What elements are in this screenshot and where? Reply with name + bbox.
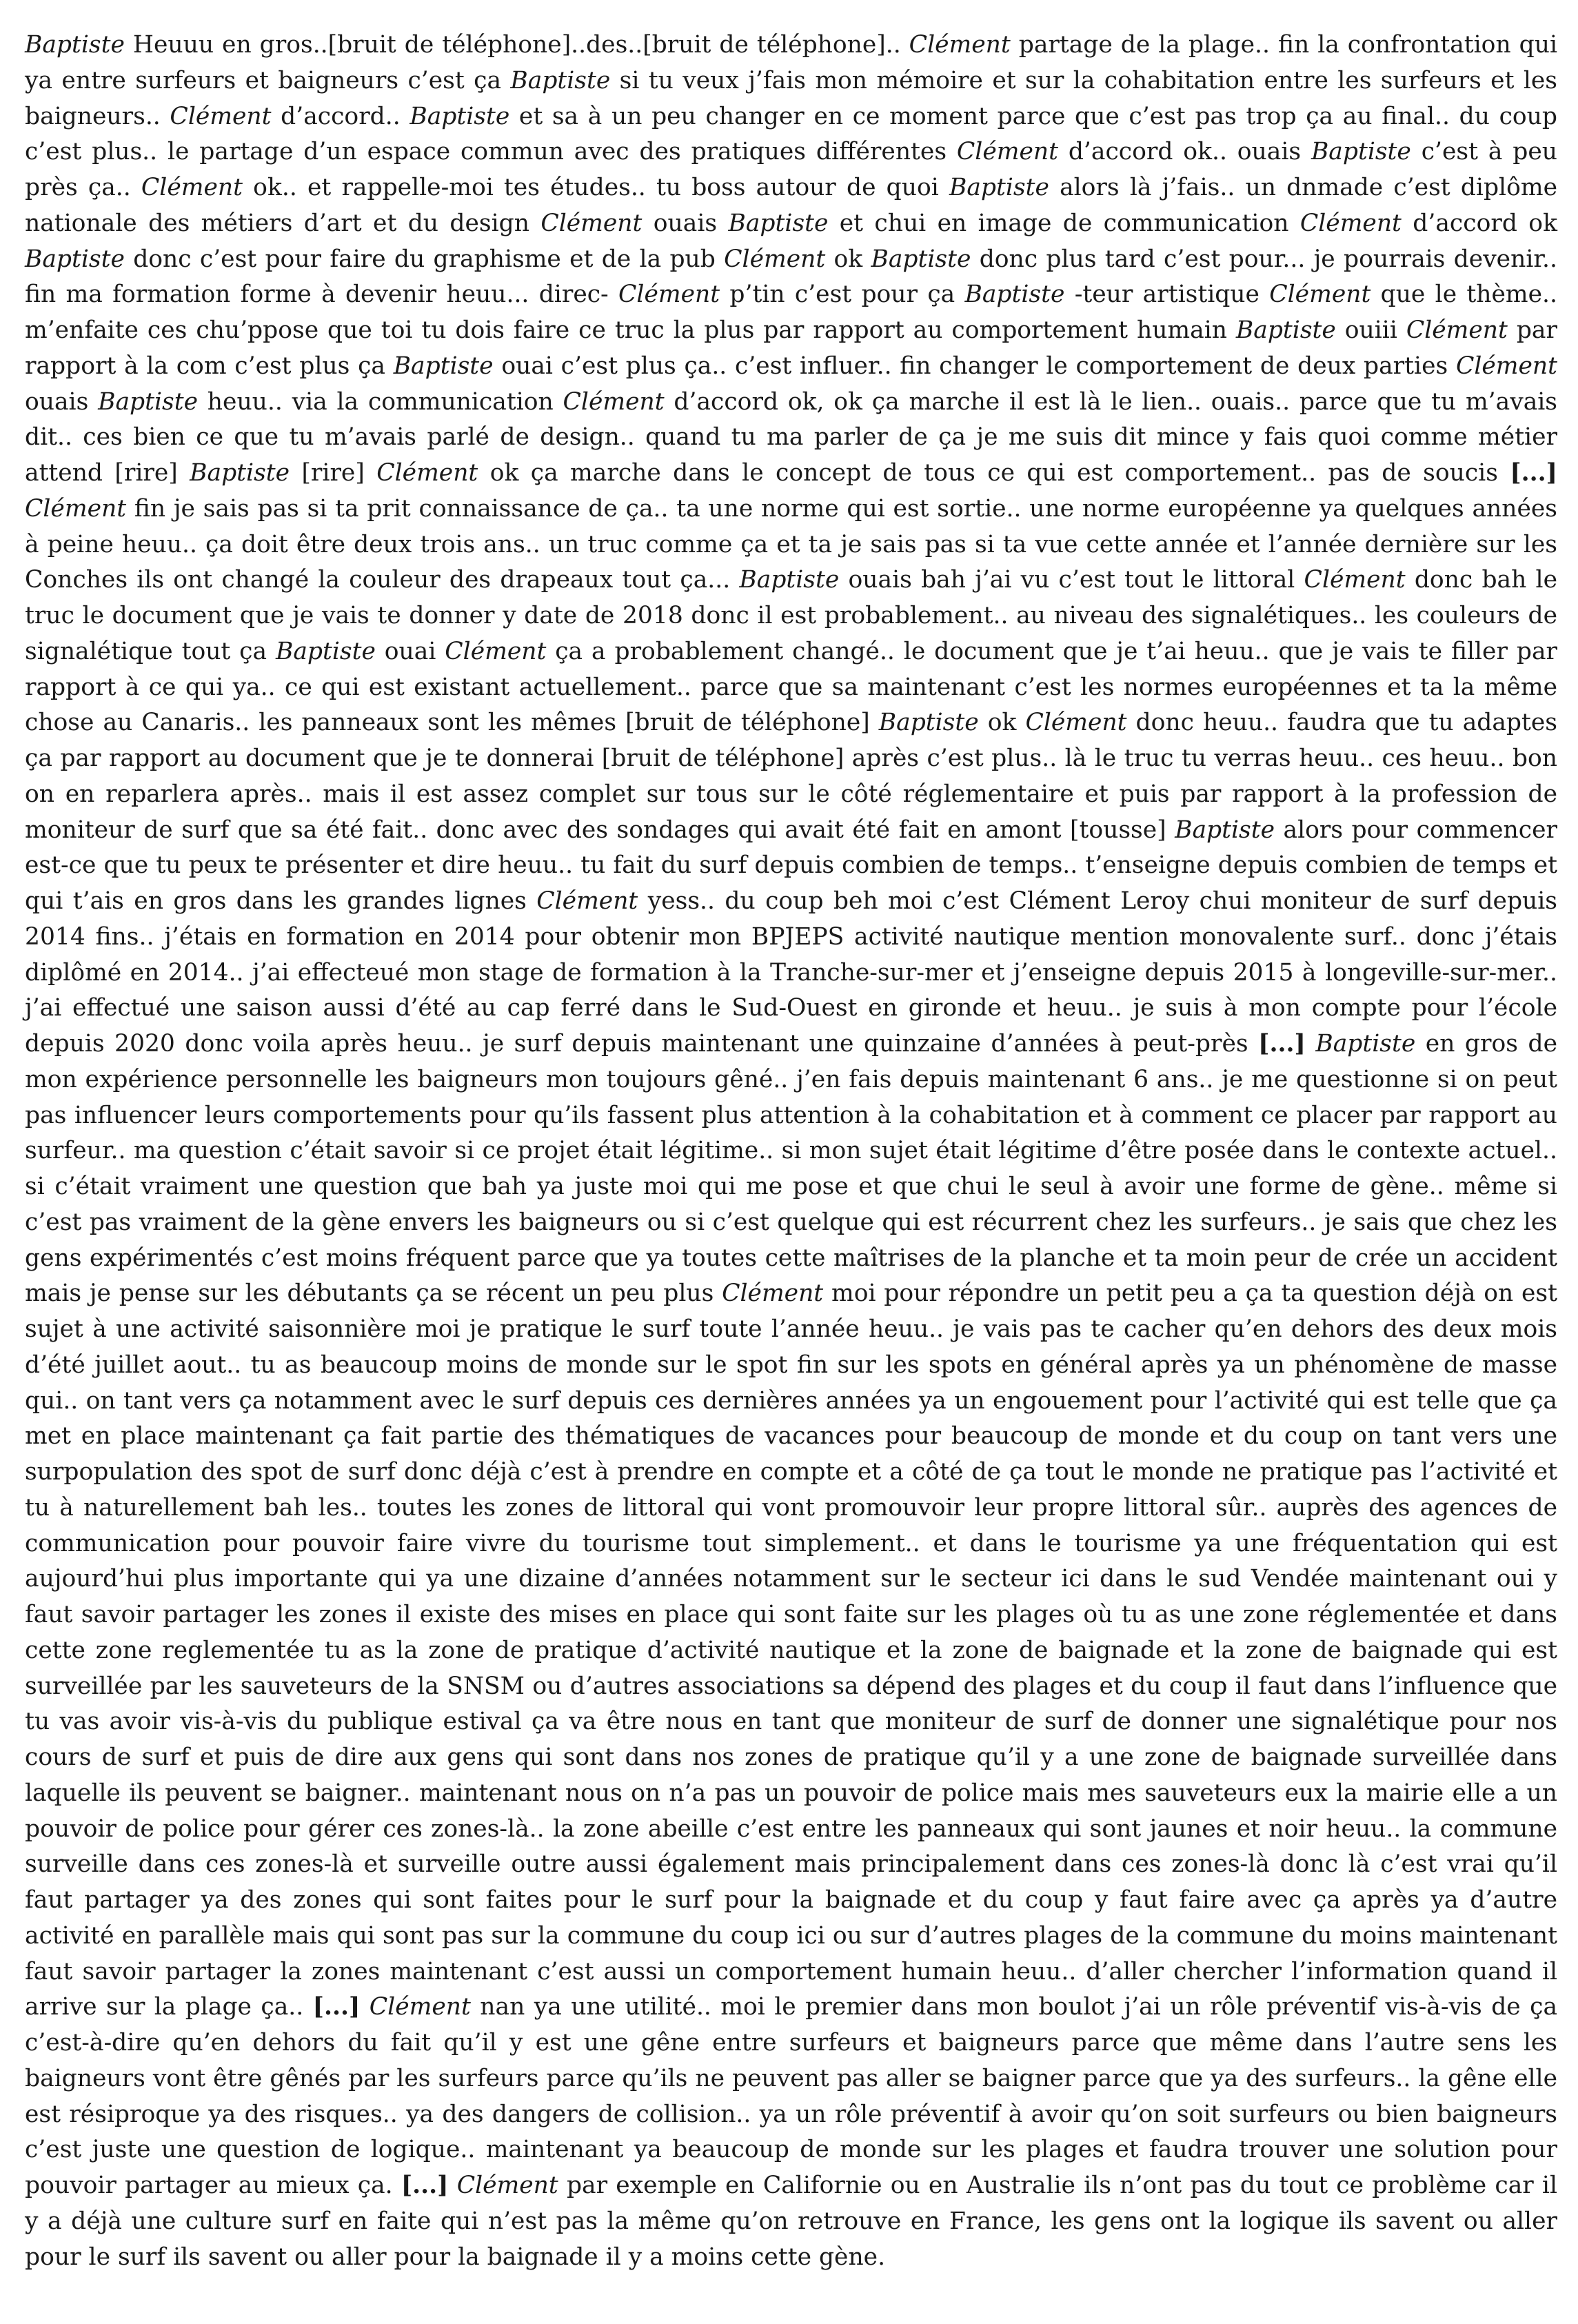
speaker-name: Baptiste xyxy=(98,387,198,416)
transcript-text: moi pour répondre un petit peu a ça ta question déjà on est sujet à une activité saisonnière moi je pratique le surf toute l’année heuu.. je vais pas te cacher qu’en dehors des deux mois d’été juillet aout.. tu as beaucoup moins de monde sur le spot fin sur les spots en général après ya un phénomène de masse qui.. on tant vers ça notamment avec le surf depuis ces dernières années ya un engouement pour l’activité qui est telle que ça met en place maintenant ça fait partie des thématiques de vacances pour beaucoup de monde et du coup on tant vers une surpopulation des spot de surf donc déjà c’est à prendre en compte et a côté de ça tout le monde ne pratique pas l’activité et tu à naturellement bah les.. toutes les zones de littoral qui vont promouvoir leur propre littoral sûr.. auprès des agences de communication pour pouvoir faire vivre du tourisme tout simplement.. et dans le tourisme ya une fréquentation qui est aujourd’hui plus importante qui ya une dizaine d’années notamment sur le secteur ici dans le sud Vendée maintenant oui y faut savoir partager les zones il existe des mises en place qui sont faite sur les plages où tu as une zone réglementée et dans cette zone reglementée tu as la zone de pratique d’activité nautique et la zone de baignade et la zone de baignade qui est surveillée par les sauveteurs de la SNSM ou d’autres associations sa dépend des plages et du coup il faut dans l’influence que tu vas avoir vis-à-vis du publique estival ça va être nous en tant que moniteur de surf de donner une signalétique pour nos cours de surf et puis de dire aux gens qui sont dans nos zones de pratique qu’il y a une zone de baignade surveillée dans laquelle ils peuvent se baigner.. maintenant nous on n’a pas un pouvoir de police mais mes sauveteurs eux la mairie elle a un pouvoir de police pour gérer ces zones-là.. la zone abeille c’est entre les panneaux qui sont jaunes et noir heuu.. la commune surveille dans ces zones-là et surveille outre aussi également mais principalement dans ces zones-là donc là c’est vrai qu’il faut partager ya des zones qui sont faites pour le surf pour la baignade et du coup y faut faire avec ça après ya d’autre activité en parallèle mais qui sont pas sur la commune du coup ici ou sur d’autres plages de la commune du moins maintenant faut savoir partager la zones maintenant c’est aussi un comportement humain heuu.. d’aller chercher l’information quand il arrive sur la plage ça.. xyxy=(25,1280,1557,2021)
speaker-name: Clément xyxy=(618,281,720,309)
transcript-text: fin je sais pas si ta prit connaissance de ça.. ta une norme qui est sortie.. une norme européenne ya quelques années à peine heuu.. ça doit être deux trois ans.. un truc comme ça et ta je sais pas si ta vue cette année et l’année dernière sur les Conches ils ont changé la couleur des drapeaux tout ça... xyxy=(25,494,1557,594)
transcript-text: c’est à peu près ça.. xyxy=(25,138,1558,201)
transcript-text: par rapport à la com c’est plus ça xyxy=(25,316,1557,380)
transcript-text: ok xyxy=(825,245,871,273)
speaker-name: Baptiste xyxy=(1315,1030,1416,1058)
transcript-text xyxy=(360,1993,369,2021)
omission-marker: [...] xyxy=(1258,1030,1306,1058)
speaker-name: Clément xyxy=(563,387,665,416)
transcript-text: alors pour commencer est-ce que tu peux te présenter et dire heuu.. tu fait du surf depuis combien de temps.. t’enseigne depuis combien de temps et qui t’ais en gros dans les grandes lignes xyxy=(25,816,1557,915)
speaker-name: Clément xyxy=(1269,281,1371,309)
speaker-name: Clément xyxy=(909,31,1011,59)
speaker-name: Baptiste xyxy=(871,245,971,273)
speaker-name: Baptiste xyxy=(25,245,125,273)
transcript-text: par exemple en Californie ou en Australie ils n’ont pas du tout ce problème car il y a déjà une culture surf en faite qui n’est pas la même qu’on retrouve en France, les gens ont la logique ils savent ou aller pour le surf ils savent ou aller pour la baignade il y a moins cette gène. xyxy=(25,2172,1557,2271)
transcript-text: p’tin c’est pour ça xyxy=(720,281,965,309)
transcript-text: ok ça marche dans le concept de tous ce qui est comportement.. pas de soucis xyxy=(478,459,1510,487)
transcript-text: et sa à un peu changer en ce moment parce que c’est pas trop ça au final.. du coup c’est plus.. le partage d’un espace commun avec des pratiques différentes xyxy=(25,102,1557,166)
transcript-text: que le thème.. m’enfaite ces chu’ppose que toi tu dois faire ce truc la plus par rapport au comportement humain xyxy=(25,281,1557,344)
transcript-text: ok.. et rappelle-moi tes études.. tu boss autour de quoi xyxy=(242,174,949,201)
speaker-name: Clément xyxy=(956,138,1058,166)
speaker-name: Clément xyxy=(25,494,127,523)
speaker-name: Clément xyxy=(170,102,272,130)
transcript-text: donc c’est pour faire du graphisme et de la pub xyxy=(124,245,725,273)
speaker-name: Baptiste xyxy=(510,66,611,94)
transcript-text: d’accord ok.. ouais xyxy=(1058,138,1311,166)
speaker-name: Baptiste xyxy=(739,566,840,594)
speaker-name: Baptiste xyxy=(1175,816,1275,844)
transcript-text: en gros de mon expérience personnelle les baigneurs mon toujours gêné.. j’en fais depuis maintenant 6 ans.. je me questionne si on peut pas influencer leurs comportements pour qu’ils fassent plus attention à la cohabitation et à comment ce placer par rapport au surfeur.. ma question c’était savoir si ce projet était légitime.. si mon sujet était légitime d’être posée dans le contexte actuel.. si c’était vraiment une question que bah ya juste moi qui me pose et que chui le seul à avoir une forme de gène.. même si c’est pas vraiment de la gène envers les baigneurs ou si c’est quelque qui est récurrent chez les surfeurs.. je sais que chez les gens expérimentés c’est moins fréquent parce que ya toutes cette maîtrises de la planche et ta moin peur de crée un accident mais je pense sur les débutants ça se récent un peu plus xyxy=(25,1030,1558,1308)
transcript-text: d’accord.. xyxy=(271,102,410,130)
speaker-name: Clément xyxy=(456,2172,558,2199)
speaker-name: Baptiste xyxy=(949,174,1049,201)
speaker-name: Clément xyxy=(376,459,478,487)
transcript-text: et chui en image de communication xyxy=(828,209,1300,237)
speaker-name: Baptiste xyxy=(190,459,290,487)
speaker-name: Clément xyxy=(722,1280,824,1308)
speaker-name: Clément xyxy=(540,209,643,237)
speaker-name: Clément xyxy=(1455,352,1558,380)
speaker-name: Clément xyxy=(1299,209,1402,237)
transcript-text: d’accord ok, ok ça marche il est là le lien.. ouais.. parce que tu m’avais dit.. ces bien ce que tu m’avais parlé de design.. quand tu ma parler de ça je me suis dit mince y fais quoi comme métier attend [rire] xyxy=(25,387,1558,487)
speaker-name: Baptiste xyxy=(1311,138,1411,166)
speaker-name: Baptiste xyxy=(728,209,829,237)
speaker-name: Clément xyxy=(1304,566,1406,594)
transcript-text: ouiii xyxy=(1335,316,1406,344)
transcript-text: d’accord ok xyxy=(1401,209,1557,237)
speaker-name: Baptiste xyxy=(964,281,1065,309)
speaker-name: Clément xyxy=(445,637,547,665)
transcript-text: ça a probablement changé.. le document que je t’ai heuu.. que je vais te filler par rapport à ce qui ya.. ce qui est existant actuellement.. parce que sa maintenant c’est les normes européennes et ta la même chose au Canaris.. les panneaux sont les mêmes [bruit de téléphone] xyxy=(25,637,1558,737)
speaker-name: Clément xyxy=(369,1993,471,2021)
transcript-text: donc heuu.. faudra que tu adaptes ça par rapport au document que je te donnerai [bruit de téléphone] après c’est plus.. là le truc tu verras heuu.. ces heuu.. bon on en reparlera après.. mais il est assez complet sur tous sur le côté réglementaire et puis par rapport à la profession de moniteur de surf que sa été fait.. donc avec des sondages qui avait été fait en amont [tousse] xyxy=(25,709,1557,844)
speaker-name: Baptiste xyxy=(25,31,125,59)
speaker-name: Baptiste xyxy=(393,352,494,380)
transcript-text: [rire] xyxy=(290,459,377,487)
transcript-text: ok xyxy=(978,709,1026,737)
omission-marker: [...] xyxy=(1510,459,1557,487)
interview-transcript xyxy=(25,28,1557,2275)
omission-marker: [...] xyxy=(312,1993,361,2021)
transcript-text: ouai c’est plus ça.. c’est influer.. fin changer le comportement de deux parties xyxy=(493,352,1456,380)
transcript-text: alors là j’fais.. un dnmade c’est diplôme nationale des métiers d’art et du design xyxy=(25,174,1557,237)
transcript-text: partage de la plage.. fin la confrontation qui ya entre surfeurs et baigneurs c’est ça xyxy=(25,31,1557,94)
transcript-text: ouais xyxy=(642,209,729,237)
speaker-name: Baptiste xyxy=(878,709,979,737)
transcript-text: donc bah le truc le document que je vais te donner y date de 2018 donc il est probablement.. au niveau des signalétiques.. les couleurs de signalétique tout ça xyxy=(25,566,1558,665)
transcript-text: Heuuu en gros..[bruit de téléphone]..des..[bruit de téléphone].. xyxy=(124,31,909,59)
transcript-text xyxy=(449,2172,457,2199)
transcript-text xyxy=(1306,1030,1316,1058)
speaker-name: Clément xyxy=(536,887,638,915)
speaker-name: Clément xyxy=(1025,709,1127,737)
speaker-name: Clément xyxy=(724,245,826,273)
speaker-name: Baptiste xyxy=(1235,316,1336,344)
transcript-text: si tu veux j’fais mon mémoire et sur la cohabitation entre les surfeurs et les baigneurs.. xyxy=(25,66,1557,130)
transcript-text: yess.. du coup beh moi c’est Clément Leroy chui moniteur de surf depuis 2014 fins.. j’étais en formation en 2014 pour obtenir mon BPJEPS activité nautique mention monovalente surf.. donc j’étais diplômé en 2014.. j’ai effecteué mon stage de formation à la Tranche-sur-mer et j’enseigne depuis 2015 à longeville-sur-mer.. j’ai effectué une saison aussi d’été au cap ferré dans le Sud-Ouest en gironde et heuu.. je suis à mon compte pour l’école depuis 2020 donc voila après heuu.. je surf depuis maintenant une quinzaine d’années à peut-près xyxy=(25,887,1557,1058)
speaker-name: Clément xyxy=(1406,316,1508,344)
transcript-text: nan ya une utilité.. moi le premier dans mon boulot j’ai un rôle préventif vis-à-vis de ça c’est-à-dire qu’en dehors du fait qu’il y est une gêne entre surfeurs et baigneurs parce que même dans l’autre sens les baigneurs vont être gênés par les surfeurs parce qu’ils ne peuvent pas aller se baigner parce que ya des surfeurs.. la gêne elle est résiproque ya des risques.. ya des dangers de collision.. ya un rôle préventif à avoir qu’on soit surfeurs ou bien baigneurs c’est juste une question de logique.. maintenant ya beaucoup de monde sur les plages et faudra trouver une solution pour pouvoir partager au mieux ça. xyxy=(25,1993,1558,2199)
transcript-text: ouai xyxy=(375,637,445,665)
omission-marker: [...] xyxy=(401,2172,449,2199)
speaker-name: Baptiste xyxy=(409,102,510,130)
transcript-text: -teur artistique xyxy=(1064,281,1270,309)
transcript-text: heuu.. via la communication xyxy=(198,387,563,416)
transcript-text: ouais xyxy=(25,387,99,416)
speaker-name: Baptiste xyxy=(275,637,376,665)
speaker-name: Clément xyxy=(141,174,243,201)
transcript-text: ouais bah j’ai vu c’est tout le littoral xyxy=(839,566,1304,594)
transcript-text: donc plus tard c’est pour... je pourrais devenir.. fin ma formation forme à devenir heuu... direc- xyxy=(25,245,1557,309)
